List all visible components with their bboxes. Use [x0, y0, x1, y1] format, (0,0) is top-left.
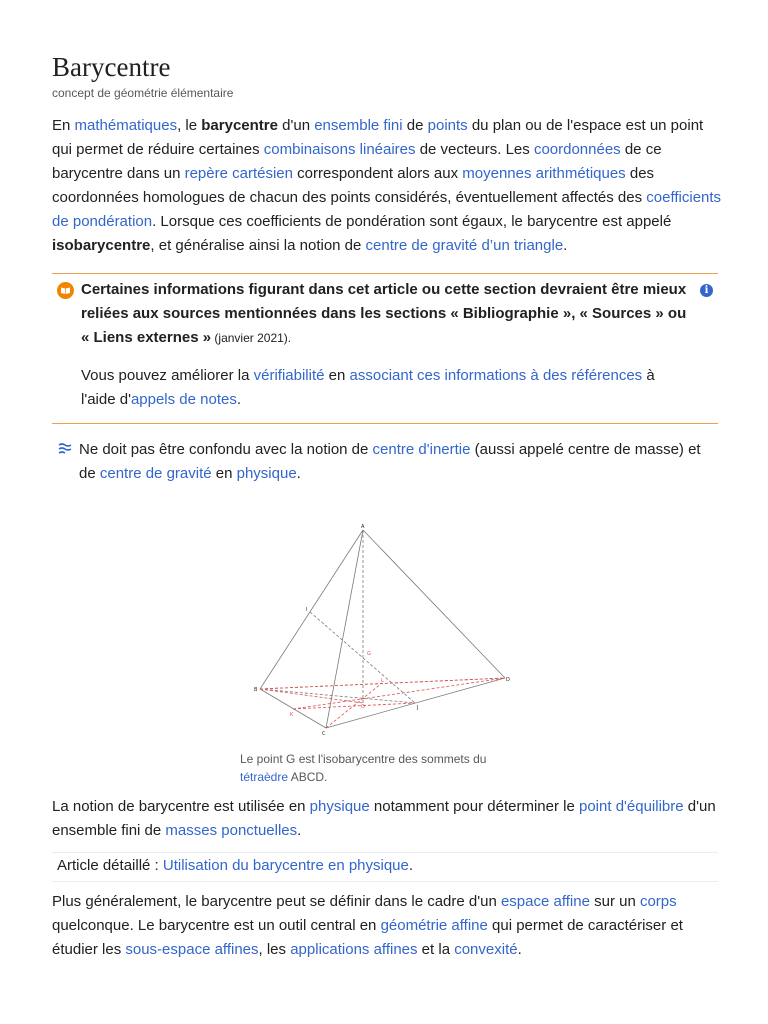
text: en	[211, 465, 237, 482]
text: . Lorsque ces coefficients de pondération sont égaux, le barycentre est appelé	[152, 213, 672, 230]
link-geometrie-affine[interactable]: géométrie affine	[380, 917, 488, 934]
link-verifiabilite[interactable]: vérifiabilité	[253, 367, 325, 384]
sources-notice	[52, 273, 718, 424]
text: quelconque. Le barycentre est un outil central en	[52, 917, 381, 934]
link-applications-affines[interactable]: applications affines	[290, 941, 418, 958]
text: des coordonnées homologues de chacun des points considérés, éventuellement affectés des	[52, 165, 655, 206]
text: de	[402, 117, 428, 134]
text: sur un	[589, 893, 640, 910]
bold-isobarycentre: isobarycentre	[52, 237, 151, 254]
link-sous-espace-affines[interactable]: sous-espace affines	[125, 941, 259, 958]
label-G: G	[367, 651, 371, 657]
link-corps[interactable]: corps	[639, 893, 677, 910]
link-coefficients-ponderation[interactable]: coefficients de pondération	[52, 189, 722, 230]
notice-help	[81, 364, 691, 412]
text: Article détaillé :	[57, 857, 163, 874]
text: et la	[417, 941, 455, 958]
text: qui permet de caractériser et étudier les	[52, 917, 683, 958]
text: (aussi appelé centre de masse) et de	[79, 441, 701, 482]
notice-warning	[81, 278, 691, 350]
link-ensemble-fini[interactable]: ensemble fini	[314, 117, 403, 134]
text: Ne doit pas être confondu avec la notion de	[79, 441, 373, 458]
affine-paragraph	[52, 890, 722, 962]
text: correspondent alors aux	[293, 165, 463, 182]
intro-paragraph	[52, 114, 722, 258]
label-J: J	[417, 705, 419, 711]
text: de ce barycentre dans un	[52, 141, 662, 182]
hatnote	[58, 438, 718, 486]
tetrahedron-diagram	[240, 516, 520, 742]
label-A: A	[361, 524, 365, 530]
text: du plan ou de l'espace est un point qui permet de réduire certaines	[52, 117, 704, 158]
label-C: C	[322, 731, 326, 737]
text: .	[563, 237, 568, 254]
link-coordonnees[interactable]: coordonnées	[533, 141, 621, 158]
text: , le	[177, 117, 202, 134]
link-appels-notes[interactable]: appels de notes	[130, 391, 237, 408]
physics-paragraph	[52, 795, 722, 843]
text: , les	[258, 941, 291, 958]
link-point-equilibre[interactable]: point d'équilibre	[579, 798, 684, 815]
link-combinaisons-lineaires[interactable]: combinaisons linéaires	[263, 141, 416, 158]
link-associant-references[interactable]: associant ces informations à des références	[349, 367, 643, 384]
link-physique[interactable]: physique	[309, 798, 370, 815]
notice-warning-text: Certaines informations figurant dans cet article ou cette section devraient être mieux reliées aux sources mentionnées dans les sections « Bibliographie », « Sources » ou « Liens externes »	[81, 281, 687, 346]
book-icon	[57, 282, 74, 299]
text: La notion de barycentre est utilisée en	[52, 798, 310, 815]
link-espace-affine[interactable]: espace affine	[500, 893, 590, 910]
text: .	[297, 822, 302, 839]
text: .	[236, 391, 242, 408]
label-K: K	[290, 712, 294, 718]
notice-date: (janvier 2021).	[211, 331, 292, 345]
text: notamment pour déterminer le	[369, 798, 579, 815]
link-centre-gravite-triangle[interactable]: centre de gravité d’un triangle	[365, 237, 564, 254]
text: Vous pouvez améliorer la	[81, 367, 254, 384]
bold-barycentre: barycentre	[201, 117, 278, 134]
text: d'un	[277, 117, 315, 134]
link-moyennes-arithmetiques[interactable]: moyennes arithmétiques	[462, 165, 626, 182]
text: d'un ensemble fini de	[52, 798, 716, 839]
text: .	[408, 857, 414, 874]
page-subtitle: concept de géométrie élémentaire	[52, 86, 234, 100]
text: à l'aide d'	[81, 367, 655, 408]
link-centre-inertie[interactable]: centre d'inertie	[372, 441, 471, 458]
text: Le point G est l'isobarycentre des sommets du	[240, 752, 487, 766]
link-utilisation-barycentre-physique[interactable]: Utilisation du barycentre en physique	[162, 857, 409, 874]
link-repere-cartesien[interactable]: repère cartésien	[184, 165, 293, 182]
label-O: O	[361, 704, 365, 710]
link-centre-gravite[interactable]: centre de gravité	[99, 465, 212, 482]
text: en	[324, 367, 350, 384]
text: Plus généralement, le barycentre peut se définir dans le cadre d'un	[52, 893, 501, 910]
tetrahedron-figure[interactable]	[240, 516, 520, 742]
label-B: B	[254, 687, 258, 693]
hatnote-text	[79, 438, 718, 486]
text: , et généralise ainsi la notion de	[150, 237, 366, 254]
disambiguation-icon	[58, 441, 72, 455]
link-points[interactable]: points	[427, 117, 468, 134]
link-convexite[interactable]: convexité	[454, 941, 518, 958]
link-masses-ponctuelles[interactable]: masses ponctuelles	[165, 822, 298, 839]
info-icon[interactable]: i	[700, 284, 713, 297]
text: .	[517, 941, 522, 958]
text: ABCD.	[288, 770, 328, 784]
text: En	[52, 117, 75, 134]
link-tetraedre[interactable]: tétraèdre	[240, 770, 289, 784]
label-D: D	[506, 677, 510, 683]
label-L: L	[381, 678, 384, 684]
link-mathematiques[interactable]: mathématiques	[74, 117, 178, 134]
page-title: Barycentre	[52, 52, 171, 82]
text: .	[296, 465, 301, 482]
detailed-article-note	[52, 852, 718, 882]
figure-caption	[240, 750, 530, 786]
label-I: I	[306, 607, 308, 613]
link-physique-hatnote[interactable]: physique	[236, 465, 297, 482]
text: de vecteurs. Les	[415, 141, 534, 158]
